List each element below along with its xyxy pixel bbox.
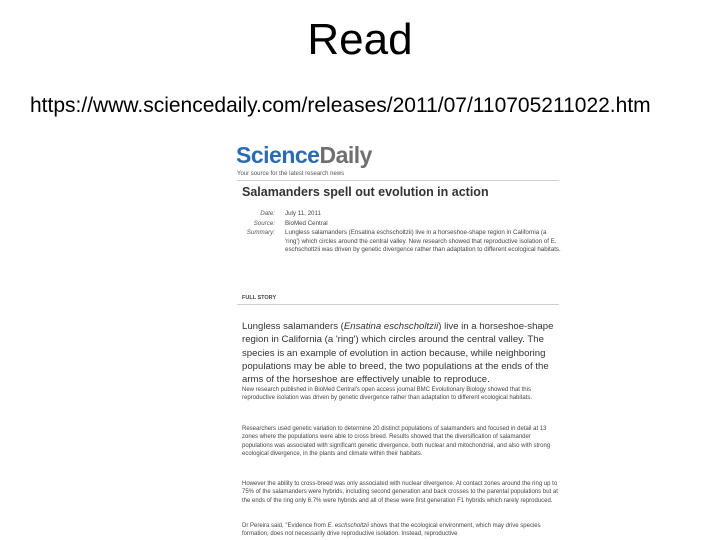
header-divider xyxy=(237,180,559,181)
meta-source-key: Source: xyxy=(253,219,275,227)
source-url[interactable]: https://www.sciencedaily.com/releases/2011/07/110705211022.htm xyxy=(30,94,651,117)
meta-date: July 11, 2011 xyxy=(285,210,321,217)
article-headline: Salamanders spell out evolution in action xyxy=(242,185,489,199)
lead-species: Ensatina eschscholtzii xyxy=(343,321,439,332)
meta-summary: Lungless salamanders (Ensatina eschscholtzii) live in a horseshoe-shape region in California (a 'ring') which circles around the central valley. New research showed that reproductive isolation of E. eschscholtzii was driven by genetic divergence rather than adaptation to different ecological habitats. xyxy=(285,229,561,254)
meta-date-key: Date: xyxy=(260,210,275,217)
body-paragraph-3: However the ability to cross-breed was only associated with nuclear divergence. At contact zones around the ring up to 75% of the salamanders were hybrids, including second generation and back crosses to the parental populations but at the ends of the ring only 6.7% were hybrids and all of these were first generation F1 hybrids which rarely reproduced. xyxy=(242,481,558,504)
p4-end: shows that the ecological environment, which may drive species formation, does not necessarily drive reproductive isolation. Instead, reproductive xyxy=(242,523,541,538)
meta-source-row xyxy=(242,220,562,229)
article-meta xyxy=(242,210,562,256)
lead-end: ) live in a horseshoe-shape region in California (a 'ring') which circles around the central valley. The species is an example of evolution in action because, while neighboring populations may be able to breed, the two populations at the ends of the arms of the horseshoe are effectively unable to reproduce. xyxy=(242,321,554,386)
lead-paragraph xyxy=(242,320,562,386)
lead-start: Lungless salamanders ( xyxy=(242,321,344,332)
p4-start: Dr Pereira said, "Evidence from xyxy=(242,523,328,529)
full-story-label: FULL STORY xyxy=(242,295,277,301)
logo-science: Science xyxy=(236,142,320,168)
body-paragraph-4 xyxy=(242,522,562,539)
p4-species: E. eschscholtzii xyxy=(327,523,369,529)
sciencedaily-logo xyxy=(236,142,372,169)
body-paragraph-2: Researchers used genetic variation to determine 20 distinct populations of salamanders and focused in detail at 13 zones where the populations were able to cross breed. Results showed that the diversification of salamander populations was associated with significant genetic divergence, both nuclear and mitochondrial, and also with strong ecological divergence, in the plants and climate within their habitats. xyxy=(242,426,551,457)
meta-date-row xyxy=(242,210,562,219)
logo-daily: Daily xyxy=(319,142,372,168)
article-screenshot xyxy=(230,140,565,540)
body-paragraph-1: New research published in BioMed Central's open access journal BMC Evolutionary Biology showed that this reproductive isolation was driven by genetic divergence rather than adaptation to different ecological habitats. xyxy=(242,387,533,402)
meta-source: BioMed Central xyxy=(285,219,328,227)
story-divider xyxy=(237,304,559,305)
slide-title: Read xyxy=(307,15,413,64)
logo-tagline: Your source for the latest research news xyxy=(237,171,345,177)
meta-summary-key: Summary: xyxy=(246,229,275,237)
meta-summary-row xyxy=(242,229,562,255)
